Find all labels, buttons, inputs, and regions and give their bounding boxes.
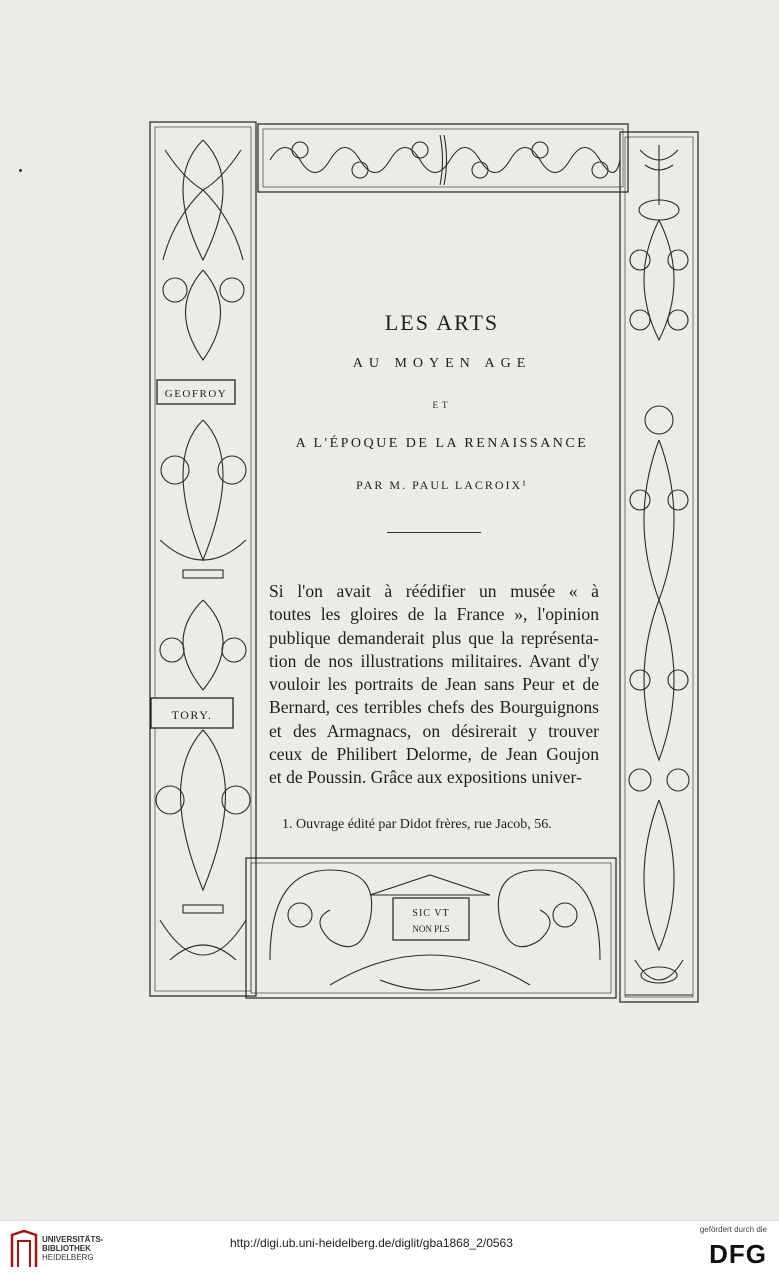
funded-by-text: gefördert durch die [699, 1225, 767, 1234]
footnote: 1. Ouvrage édité par Didot frères, rue Jacob, 56. [282, 817, 552, 832]
subtitle-renaissance: A L'ÉPOQUE DE LA RENAISSANCE [295, 436, 589, 451]
subtitle: AU MOYEN AGE [352, 356, 532, 371]
footer-bar [0, 1220, 779, 1277]
paragraph-line: toutes les gloires de la France », l'opinion [269, 604, 599, 625]
paragraph-line: Bernard, ces terribles chefs des Bourguignons [269, 697, 599, 718]
library-name [42, 1235, 103, 1262]
paragraph-line: et de Poussin. Grâce aux expositions univer- [269, 767, 582, 788]
divider-rule [387, 532, 481, 533]
permalink-url[interactable]: http://digi.ub.uni-heidelberg.de/diglit/gba1868_2/0563 [230, 1236, 513, 1250]
library-logo-icon[interactable] [10, 1229, 38, 1269]
library-line-3: HEIDELBERG [42, 1253, 94, 1262]
paragraph-line: ceux de Philibert Delorme, de Jean Goujon [269, 744, 599, 765]
paragraph-line: vouloir les portraits de Jean sans Peur et de [269, 674, 599, 695]
paragraph-line: et des Armagnacs, on désirerait y trouver [269, 720, 599, 741]
motto-line-2: NON PLS [412, 924, 450, 934]
page-title: LES ARTS [384, 310, 500, 335]
paragraph-line: tion de nos illustrations militaires. Avant d'y [269, 650, 599, 671]
author-line: PAR M. PAUL LACROIX¹ [356, 478, 528, 492]
body-paragraph [269, 580, 599, 790]
conjunction: ET [432, 400, 452, 410]
library-line-2: BIBLIOTHEK [42, 1244, 91, 1253]
paragraph-line: Si l'on avait à réédifier un musée « à [269, 581, 599, 601]
motto-line-1: SIC VT [412, 908, 450, 919]
dfg-logo[interactable]: DFG [709, 1239, 767, 1269]
label-tory: TORY. [171, 708, 213, 722]
paragraph-line: publique demanderait plus que la représenta- [269, 627, 599, 648]
right-border-panel [620, 132, 698, 1002]
label-geofroy: GEOFROY [164, 388, 228, 400]
library-line-1: UNIVERSITÄTS- [42, 1235, 104, 1244]
